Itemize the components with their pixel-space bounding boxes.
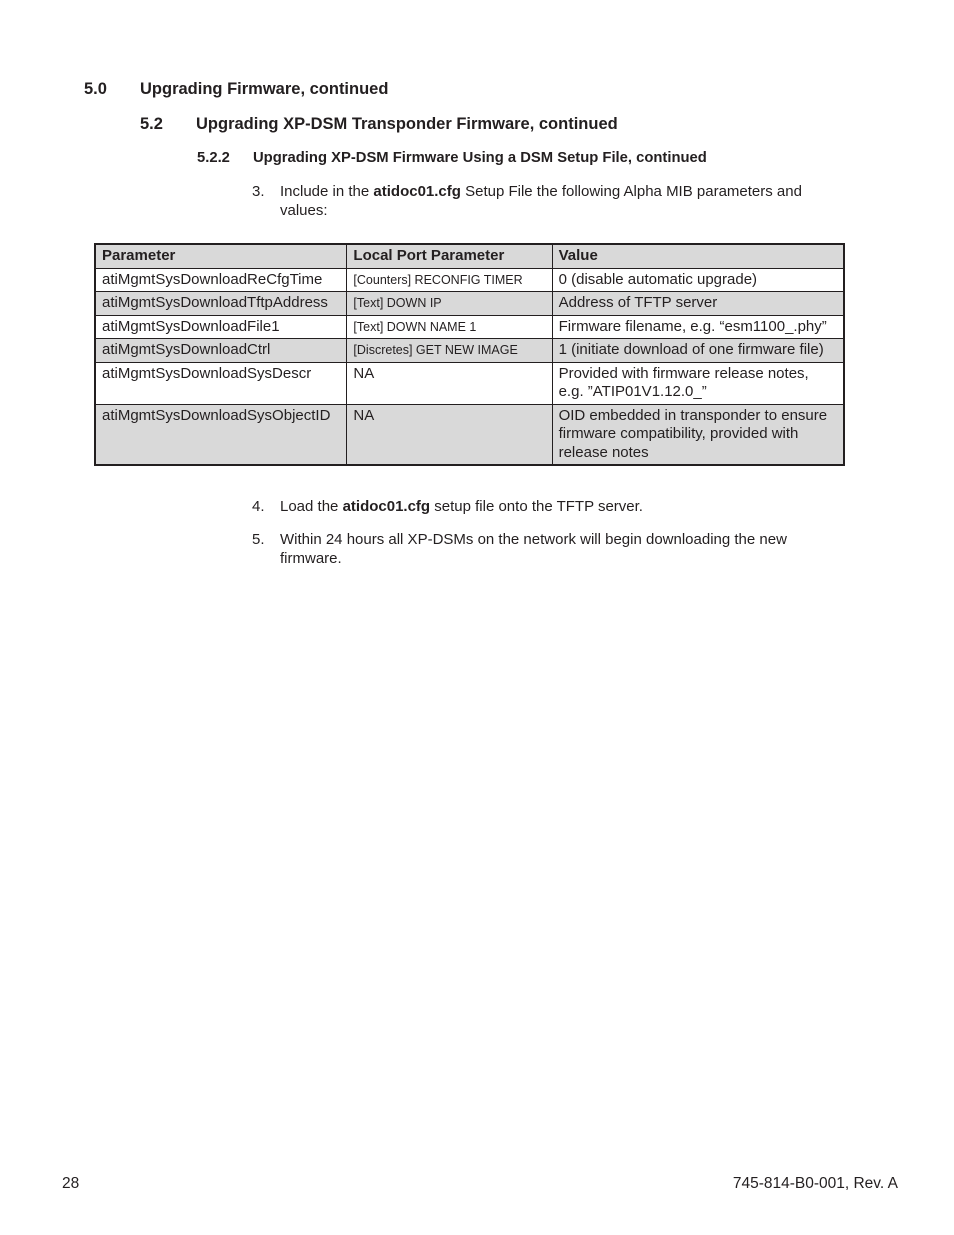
section-title: Upgrading XP-DSM Firmware Using a DSM Setup File, continued [253,150,707,166]
step-text: Within 24 hours all XP-DSMs on the network will begin downloading the new firmware. [280,531,787,567]
table-header-row [95,244,844,268]
step-number: 5. [252,531,265,548]
section-title: Upgrading XP-DSM Transponder Firmware, continued [196,115,618,133]
value-cell: 1 (initiate download of one firmware file) [552,339,844,363]
column-header: Value [552,244,844,268]
local-port-cell: [Discretes] GET NEW IMAGE [347,339,552,363]
section-number: 5.0 [84,80,107,98]
table-row [95,268,844,292]
local-port-cell: [Counters] RECONFIG TIMER [347,268,552,292]
table-row [95,292,844,316]
table-row [95,315,844,339]
column-header: Local Port Parameter [347,244,552,268]
local-port-cell: NA [347,362,552,404]
filename-bold: atidoc01.cfg [373,183,461,200]
parameter-cell: atiMgmtSysDownloadReCfgTime [95,268,347,292]
table-row [95,404,844,465]
parameter-cell: atiMgmtSysDownloadSysDescr [95,362,347,404]
local-port-cell: [Text] DOWN IP [347,292,552,316]
value-cell: 0 (disable automatic upgrade) [552,268,844,292]
section-title: Upgrading Firmware, continued [140,80,389,98]
value-cell: Provided with firmware release notes, e.g. ”ATIP01V1.12.0_” [552,362,844,404]
value-cell: OID embedded in transponder to ensure firmware compatibility, provided with release notes [552,404,844,465]
table-row [95,339,844,363]
table-row [95,362,844,404]
step-text: Include in the atidoc01.cfg Setup File the following Alpha MIB parameters and values: [280,183,802,219]
parameter-cell: atiMgmtSysDownloadSysObjectID [95,404,347,465]
step-text: Load the atidoc01.cfg setup file onto the TFTP server. [280,498,643,515]
local-port-cell: [Text] DOWN NAME 1 [347,315,552,339]
document-id: 745-814-B0-001, Rev. A [732,1175,898,1192]
value-cell: Address of TFTP server [552,292,844,316]
parameter-cell: atiMgmtSysDownloadTftpAddress [95,292,347,316]
page-number: 28 [62,1175,80,1192]
parameter-cell: atiMgmtSysDownloadFile1 [95,315,347,339]
value-cell: Firmware filename, e.g. “esm1100_.phy” [552,315,844,339]
section-number: 5.2.2 [197,150,230,166]
local-port-cell: NA [347,404,552,465]
parameter-cell: atiMgmtSysDownloadCtrl [95,339,347,363]
section-number: 5.2 [140,115,163,133]
column-header: Parameter [95,244,347,268]
step-number: 4. [252,498,265,515]
filename-bold: atidoc01.cfg [342,498,431,515]
step-number: 3. [252,183,265,200]
mib-parameters-table [94,243,845,466]
